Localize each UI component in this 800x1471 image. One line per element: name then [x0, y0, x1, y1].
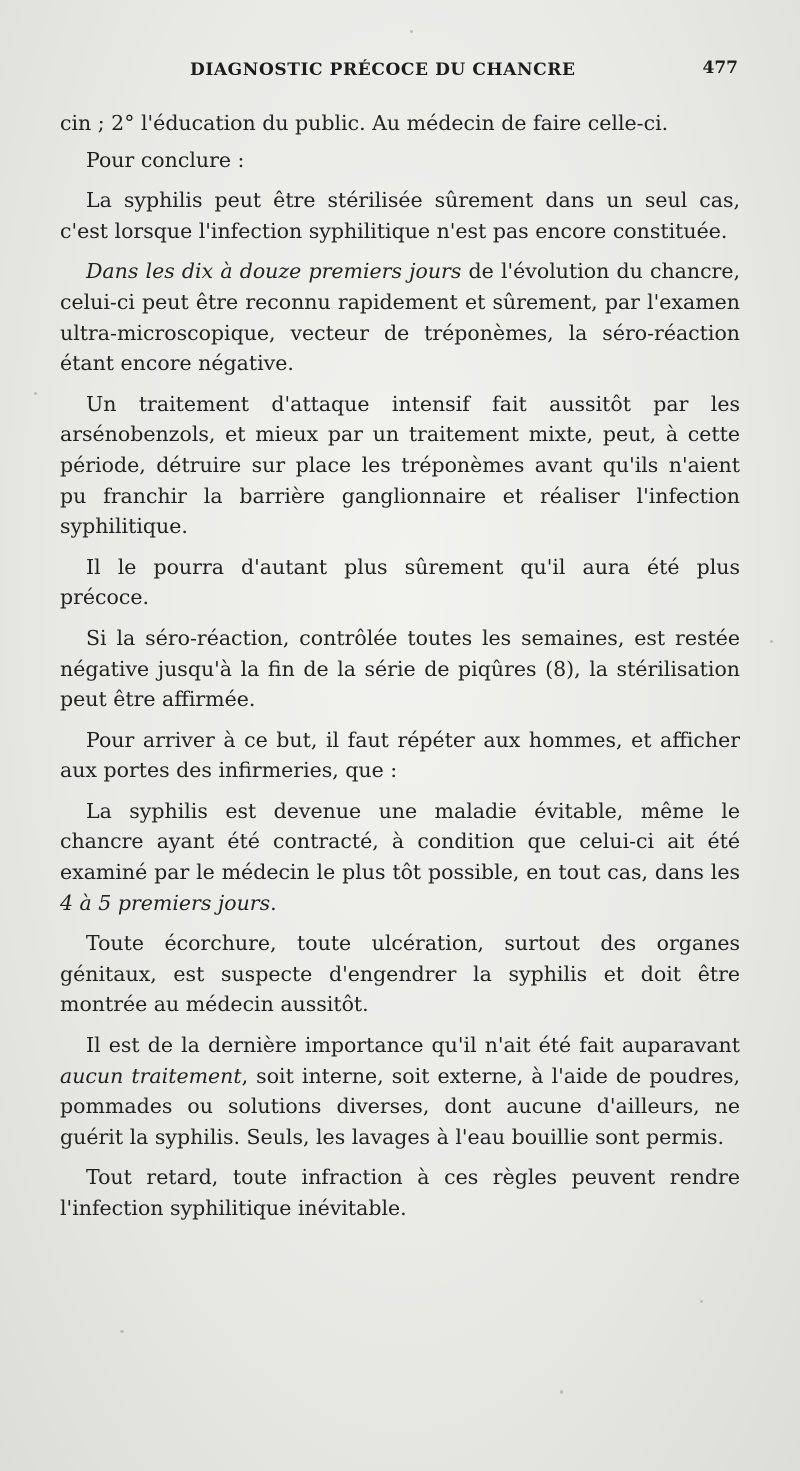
paragraph-no-treatment-text: Il est de la dernière importance qu'il n'ait été fait auparavant — [86, 1033, 740, 1058]
paragraph-lesions: Toute écorchure, toute ulcération, surtout des organes génitaux, est suspecte d'engendrer la syphilis et doit être montrée au médecin aussitôt. — [60, 931, 740, 1017]
emphasis-no-treatment: aucun traitement — [60, 1063, 242, 1088]
paper-speck — [410, 30, 413, 33]
paragraph-conclusion-intro: Pour conclure : — [86, 147, 245, 172]
paper-speck — [120, 1330, 124, 1333]
paper-speck — [770, 640, 773, 643]
paragraph-avoidable — [60, 796, 740, 918]
paper-speck — [560, 1390, 563, 1394]
paragraph-precocity: Il le pourra d'autant plus sûrement qu'il aura été plus précoce. — [60, 554, 740, 610]
paragraph-sterilisation: La syphilis peut être stérilisée sûrement dans un seul cas, c'est lorsque l'infection syphilitique n'est pas encore constituée. — [60, 188, 740, 243]
paragraph-continuation: cin ; 2° l'éducation du public. Au médecin de faire celle-ci. — [60, 111, 669, 135]
paragraph-poster-intro: Pour arriver à ce but, il faut répéter aux hommes, et afficher aux portes des infirmeries, que : — [60, 727, 740, 783]
paragraph-delay: Tout retard, toute infraction à ces règles peuvent rendre l'infection syphilitique inévitable. — [60, 1165, 740, 1220]
paragraph-sero-reaction: Si la séro-réaction, contrôlée toutes les semaines, est restée négative jusqu'à la fin de la série de piqûres (8), la stérilisation peut être affirmée. — [60, 625, 740, 712]
paragraph-no-treatment — [60, 1030, 740, 1152]
running-head: DIAGNOSTIC PRÉCOCE DU CHANCRE — [190, 60, 576, 80]
paper-speck — [700, 1300, 703, 1303]
paragraph-no-treatment-end: , soit interne, soit externe, à l'aide de poudres, pommades ou solutions diverses, dont aucune d'ailleurs, ne guérit la syphilis. Seuls, les lavages à l'eau bouillie sont permis. — [60, 1063, 740, 1149]
emphasis-four-five-days: 4 à 5 premiers jours — [60, 890, 271, 915]
paragraph-avoidable-text: La syphilis est devenue une maladie évitable, même le chancre ayant été contracté, à condition que celui-ci ait été examiné par le médecin le plus tôt possible, en tout cas, dans les — [60, 798, 740, 885]
page-number: 477 — [702, 58, 738, 78]
paragraph-first-days-text: de l'évolution du chancre, celui-ci peut être reconnu rapidement et sûrement, par l'examen ultra-microscopique, vecteur de tréponèmes, la séro-réaction étant encore négative. — [60, 259, 740, 376]
paragraph-avoidable-end: . — [270, 890, 277, 915]
emphasis-first-days: Dans les dix à douze premiers jours — [86, 259, 462, 284]
page-header — [60, 56, 738, 88]
paragraph-treatment: Un traitement d'attaque intensif fait aussitôt par les arsénobenzols, et mieux par un traitement mixte, peut, à cette période, détruire sur place les tréponèmes avant qu'ils n'aient pu franchir la barrière ganglionnaire et réaliser l'infection syphilitique. — [60, 391, 740, 539]
paragraph-first-days — [60, 256, 740, 378]
body-text — [60, 108, 740, 1234]
paper-speck — [34, 392, 37, 395]
